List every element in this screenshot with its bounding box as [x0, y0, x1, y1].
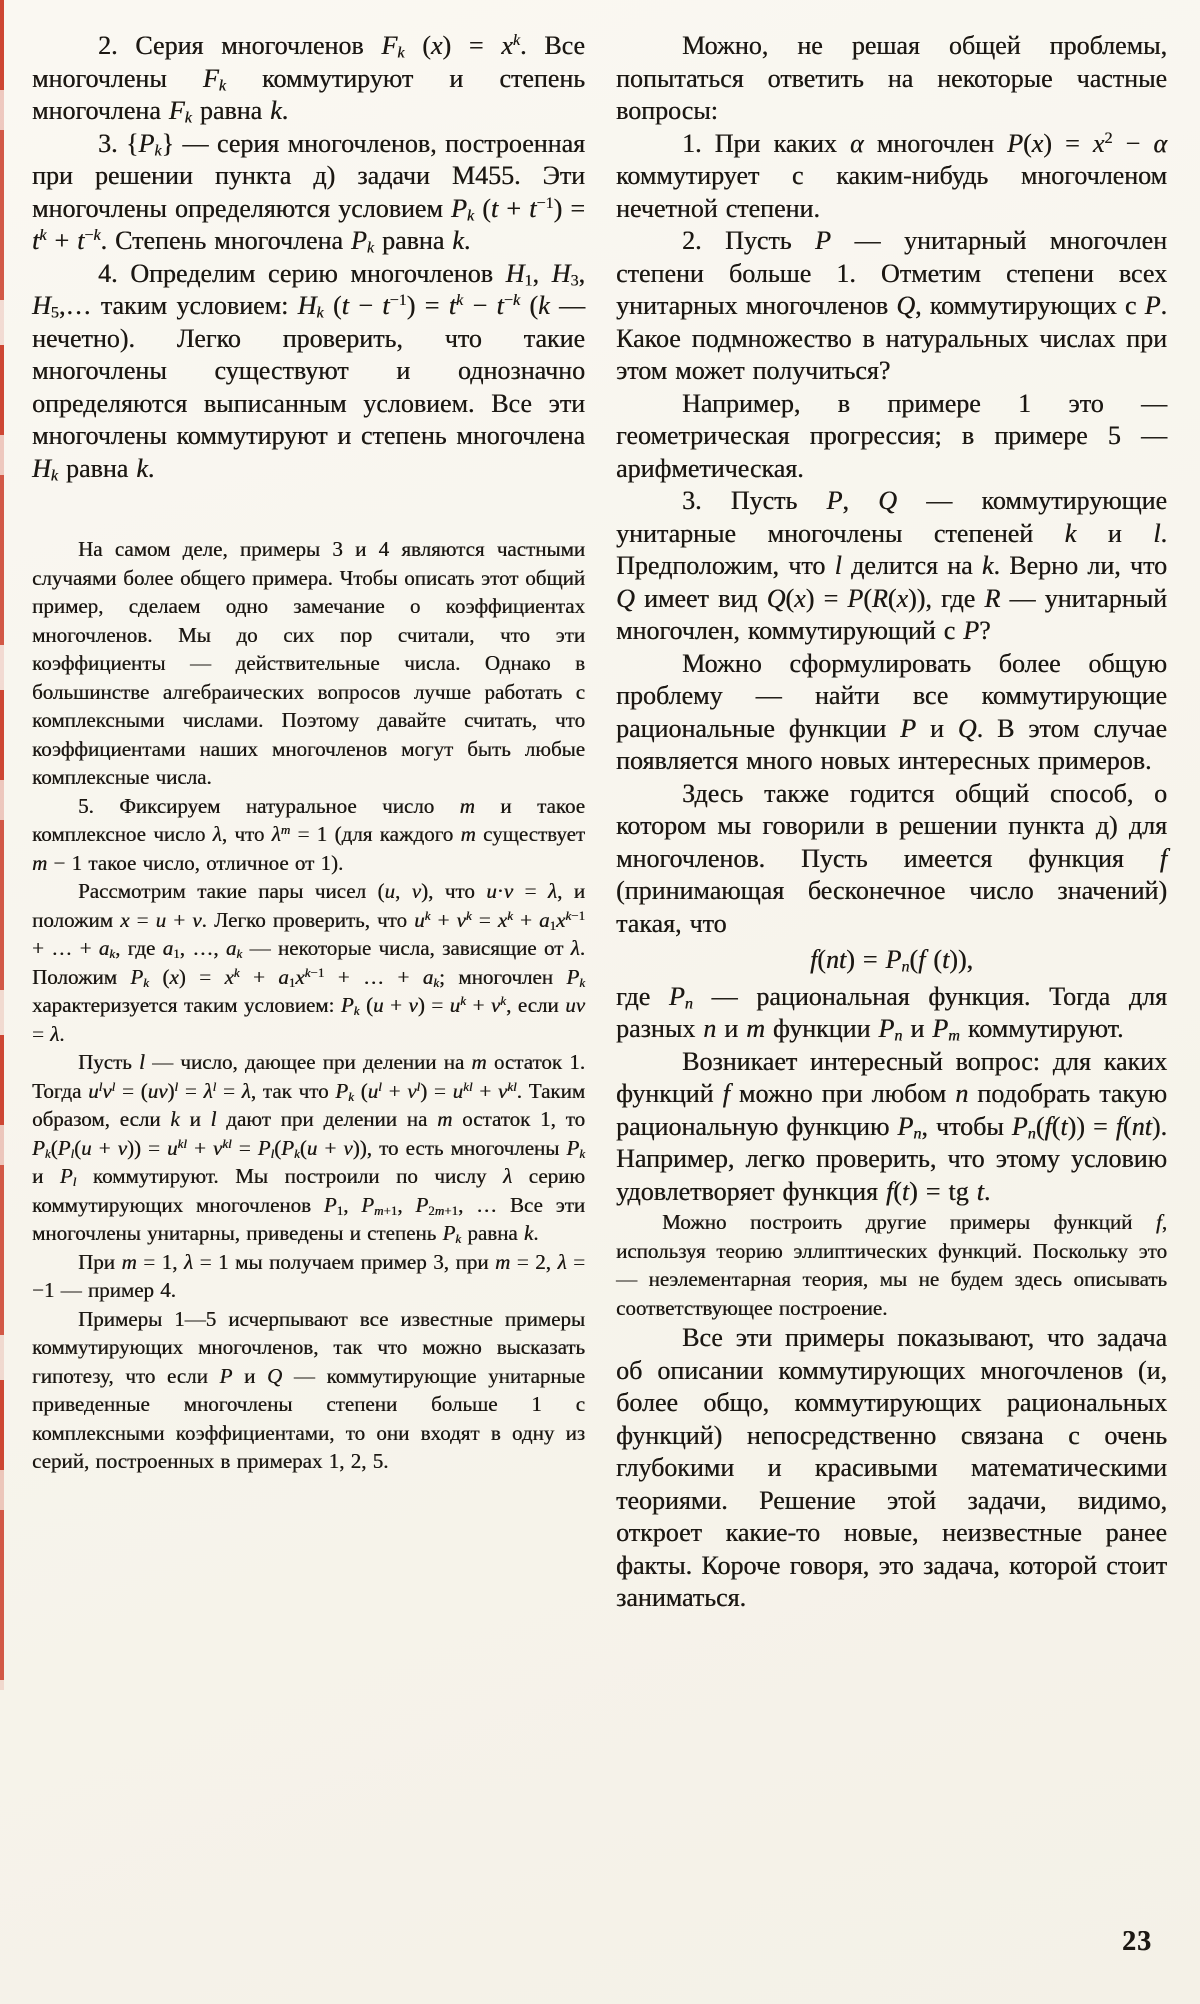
paragraph-item-5: 5. Фиксируем натуральное число m и такое комплексное число λ, что $\lambda^m = 1$ (для каждого m существует m − 1 такое число, отличное от 1).: [32, 793, 585, 875]
scan-edge-artifact: [0, 0, 4, 1690]
paragraph-question-1: 1. При каких α многочлен $P(x) = x^2 - \alpha$ коммутирует с каким-нибудь многочленом нечетной степени.: [616, 128, 1168, 223]
display-formula: $f(nt) = P_n(f$ (t)),: [809, 945, 974, 976]
paragraph-conclusion: Все эти примеры показывают, что задача об описании коммутирующих многочленов (и, более общо, коммутирующих рациональных функций) непосредственно связана с очень глубокими и красивыми математическими теориями. Решение этой задачи, видимо, откроет какие-то новые, неизвестные ранее факты. Короче говоря, это задача, которой стоит заниматься.: [616, 1323, 1167, 1612]
paragraph-formula-continuation: где $P_n$ — рациональная функция. Тогда для разных n и m функции $P_n$ и $P_m$ коммутируют.: [616, 981, 1168, 1045]
paragraph-item-2: 2. Серия многочленов $F_k$ $(x) = x^k$. Все многочлены $F_k$ коммутируют и степень многочлена $F_k$ равна k.: [32, 31, 586, 127]
paragraph-interesting-question: Возникает интересный вопрос: для каких функций f можно при любом n подобрать такую рациональную функцию $P_n$, чтобы $P_n(f(t)) = f(nt)$. Например, легко проверить, что этому условию удовлетворяет функция f(t) = tg t.: [616, 1046, 1167, 1206]
paragraph-method: Здесь также годится общий способ, о котором мы говорили в решении пункта д) для многочленов. Пусть имеется функция f (принимающая бесконечное число значений) такая, что: [616, 778, 1167, 938]
paragraph-hypothesis: Примеры 1—5 исчерпывают все известные примеры коммутирующих многочленов, так что можно высказать гипотезу, что если P и Q — коммутирующие унитарные приведенные многочлены степени больше 1 с комплексными коэффициентами, то они входят в одну из серий, построенных в примерах 1, 2, 5.: [32, 1306, 585, 1473]
paragraph-pairs: Рассмотрим такие пары чисел (u, v), что u·v = λ, и положим x = u + v. Легко проверить, что $u^k + v^k = x^k + a_1x^{k-1}$ + … + $a_k$, где $a_1$, …, $a_k$ — некоторые числа, зависящие от λ. Положим $P_k$ $(x) = x^k + a_1x^{k-1}$ + … + $a_k$; многочлен $P_k$ характеризуется таким условием: $P_k$ $(u + v) = u^k + v^k$, если uv = λ.: [32, 879, 586, 1046]
paragraph-example-note: Например, в примере 1 это — геометрическая прогрессия; в примере 5 — арифметическая.: [616, 388, 1167, 483]
left-column: [32, 30, 585, 1476]
paragraph-question-3: 3. Пусть P, Q — коммутирующие унитарные многочлены степеней k и l. Предположим, что l делится на k. Верно ли, что Q имеет вид Q(x) = P(R(x)), где R — унитарный многочлен, коммутирующий с P?: [616, 486, 1168, 645]
paragraph-special-cases: При m = 1, λ = 1 мы получаем пример 3, при m = 2, λ = −1 — пример 4.: [32, 1249, 585, 1302]
right-column: [616, 30, 1167, 1615]
paragraph-item-3: 3. $\{P_k\}$ — серия многочленов, построенная при решении пункта д) задачи М455. Эти многочлены определяются условием $P_k$ $(t + t^{-1}) = t^k + t^{-k}$. Степень многочлена $P_k$ равна k.: [32, 128, 585, 257]
paragraph-item-4: 4. Определим серию многочленов $H_1$, $H_3$, $H_5,\dots$ таким условием: $H_k$ $(t - t^{-1}) = t^k - t^{-k}$ (k — нечетно). Легко проверить, что такие многочлены существуют и однозначно определяются выписанным условием. Все эти многочлены коммутируют и степень многочлена $H_k$ равна k.: [32, 258, 585, 485]
paragraph-remark: На самом деле, примеры 3 и 4 являются частными случаями более общего примера. Чтобы описать этот общий пример, сделаем одно замечание о коэффициентах многочленов. Мы до сих пор считали, что эти коэффициенты — действительные числа. Однако в большинстве алгебраических вопросов лучше работать с комплексными числами. Поэтому давайте считать, что коэффициентами наших многочленов могут быть любые комплексные числа.: [32, 537, 585, 789]
paragraph-elliptic-note: Можно построить другие примеры функций f, используя теорию эллиптических функций. Поскольку это — неэлементарная теория, мы не будем здесь описывать соответствующее построение.: [616, 1210, 1167, 1320]
paragraph-general-problem: Можно сформулировать более общую проблему — найти все коммутирующие рациональные функции P и Q. В этом случае появляется много новых интересных примеров.: [616, 648, 1167, 775]
paragraph-lemma: Пусть l — число, дающее при делении на m остаток 1. Тогда $u^lv^l = (uv)^l = \lambda^l = \lambda$, так что $P_k$ $(u^l + v^l) = u^{kl} + v^{kl}$. Таким образом, если k и l дают при делении на m остаток 1, то $P_k(P_l(u + v)) = u^{kl} + v^{kl} = P_l(P_k(u + v))$, то есть многочлены $P_k$ и $P_l$ коммутируют. Мы построили по числу λ серию коммутирующих многочленов $P_1$, $P_{m+1}$, $P_{2m+1}$, … Все эти многочлены унитарны, приведены и степень $P_k$ равна k.: [32, 1050, 586, 1246]
page-number: 23: [1122, 1926, 1152, 1957]
paragraph-question-2: 2. Пусть P — унитарный многочлен степени больше 1. Отметим степени всех унитарных многочленов Q, коммутирующих с P. Какое подмножество в натуральных числах при этом может получиться?: [616, 226, 1167, 385]
paragraph-intro: Можно, не решая общей проблемы, попытаться ответить на некоторые частные вопросы:: [616, 31, 1167, 125]
